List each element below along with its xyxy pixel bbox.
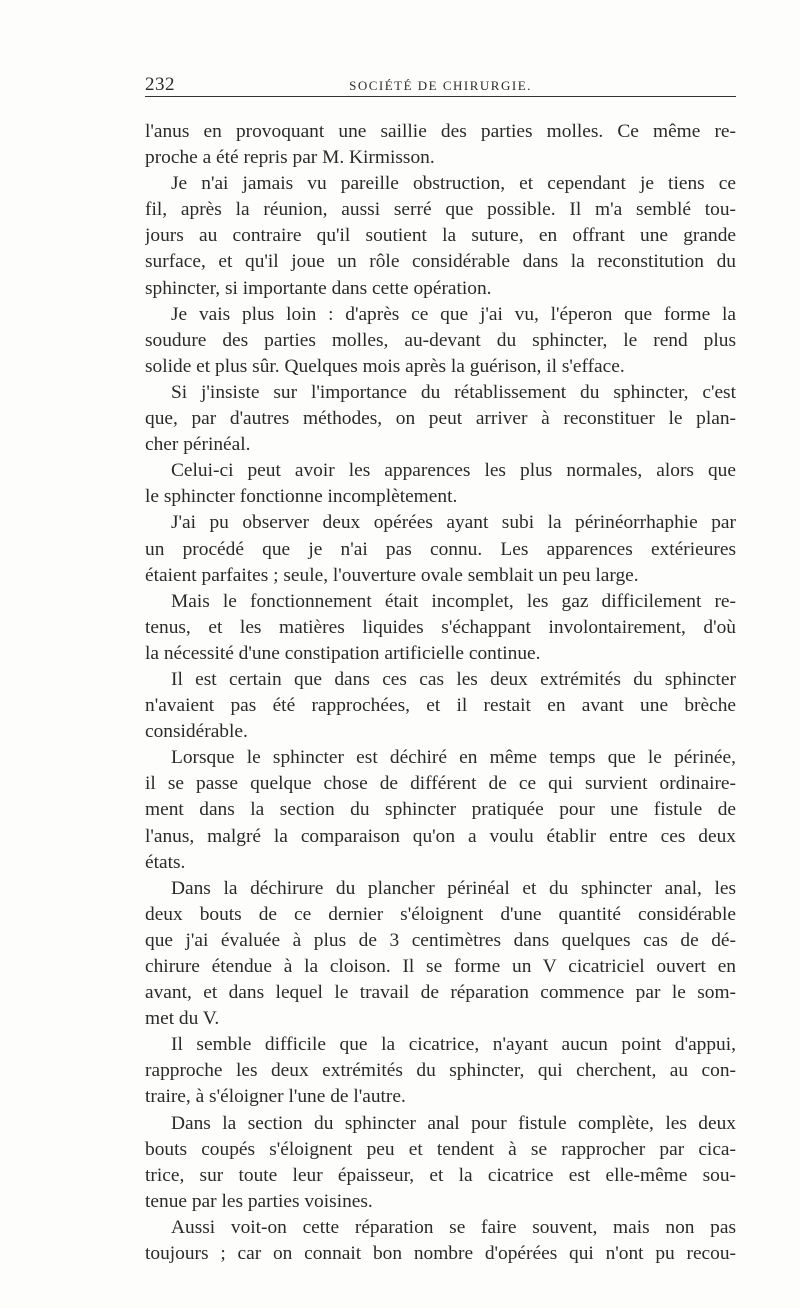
- text-line: toujours ; car on connait bon nombre d'opérées qui n'ont pu recou-: [145, 1243, 736, 1265]
- paragraph: [145, 119, 736, 171]
- paragraph: [145, 876, 736, 1033]
- text-line: le sphincter fonctionne incomplètement.: [145, 486, 458, 508]
- text-line: fil, après la réunion, aussi serré que possible. Il m'a semblé tou-: [145, 199, 736, 221]
- text-line: l'anus en provoquant une saillie des parties molles. Ce même re-: [145, 121, 736, 142]
- text-line: tenue par les parties voisines.: [145, 1190, 373, 1212]
- text-line: Aussi voit-on cette réparation se faire souvent, mais non pas: [171, 1216, 736, 1238]
- text-line: traire, à s'éloigner l'une de l'autre.: [145, 1086, 406, 1108]
- text-line: surface, et qu'il joue un rôle considérable dans la reconstitution du: [145, 251, 736, 273]
- text-line: la nécessité d'une constipation artificielle continue.: [145, 642, 541, 664]
- text-line: met du V.: [145, 1008, 220, 1030]
- text-line: il se passe quelque chose de différent de ce qui survient ordinaire-: [145, 773, 736, 795]
- text-line: Je n'ai jamais vu pareille obstruction, et cependant je tiens ce: [171, 173, 736, 195]
- paragraph: [145, 745, 736, 875]
- text-line: que, par d'autres méthodes, on peut arriver à reconstituer le plan-: [145, 408, 736, 430]
- text-line: ment dans la section du sphincter pratiquée pour une fistule de: [145, 799, 736, 821]
- text-line: Mais le fonctionnement était incomplet, les gaz difficilement re-: [171, 590, 736, 612]
- text-line: jours au contraire qu'il soutient la suture, en offrant une grande: [145, 225, 736, 247]
- text-line: Dans la section du sphincter anal pour fistule complète, les deux: [171, 1112, 736, 1134]
- paragraph: [145, 380, 736, 458]
- text-line: deux bouts de ce dernier s'éloignent d'une quantité considérable: [145, 903, 736, 925]
- paragraph: [145, 510, 736, 588]
- text-line: l'anus, malgré la comparaison qu'on a voulu établir entre ces deux: [145, 825, 736, 847]
- text-line: Celui-ci peut avoir les apparences les plus normales, alors que: [171, 460, 736, 482]
- text-line: étaient parfaites ; seule, l'ouverture ovale semblait un peu large.: [145, 564, 639, 586]
- text-line: tenus, et les matières liquides s'échappant involontairement, d'où: [145, 616, 736, 638]
- text-line: bouts coupés s'éloignent peu et tendent à se rapprocher par cica-: [145, 1138, 736, 1160]
- text-line: considérable.: [145, 721, 248, 743]
- book-page: [145, 70, 736, 1267]
- text-line: rapproche les deux extrémités du sphincter, qui cherchent, au con-: [145, 1060, 736, 1082]
- paragraph: [145, 302, 736, 380]
- text-line: Si j'insiste sur l'importance du rétablissement du sphincter, c'est: [171, 381, 736, 403]
- page-number: 232: [145, 74, 175, 95]
- text-line: n'avaient pas été rapprochées, et il restait en avant une brèche: [145, 695, 736, 717]
- page-header: [145, 70, 736, 97]
- text-line: un procédé que je n'ai pas connu. Les apparences extérieures: [145, 538, 736, 560]
- text-line: Il est certain que dans ces cas les deux extrémités du sphincter: [171, 668, 736, 690]
- text-line: soudure des parties molles, au-devant du sphincter, le rend plus: [145, 329, 736, 351]
- paragraph: [145, 1111, 736, 1215]
- text-line: Dans la déchirure du plancher périnéal et du sphincter anal, les: [171, 877, 736, 899]
- text-line: solide et plus sûr. Quelques mois après la guérison, il s'efface.: [145, 355, 625, 377]
- text-line: avant, et dans lequel le travail de réparation commence par le som-: [145, 982, 736, 1004]
- paragraph: [145, 458, 736, 510]
- paragraph: [145, 589, 736, 667]
- text-line: Je vais plus loin : d'après ce que j'ai vu, l'éperon que forme la: [171, 303, 736, 325]
- text-line: J'ai pu observer deux opérées ayant subi la périnéorrhaphie par: [171, 512, 736, 534]
- paragraph: [145, 1215, 736, 1267]
- running-head: SOCIÉTÉ DE CHIRURGIE.: [349, 78, 532, 93]
- paragraph: [145, 1032, 736, 1110]
- paragraph: [145, 667, 736, 745]
- text-line: que j'ai évaluée à plus de 3 centimètres dans quelques cas de dé-: [145, 929, 736, 951]
- body-text: [145, 119, 736, 1267]
- paragraph: [145, 171, 736, 301]
- text-line: Lorsque le sphincter est déchiré en même temps que le périnée,: [171, 747, 736, 769]
- text-line: trice, sur toute leur épaisseur, et la cicatrice est elle-même sou-: [145, 1164, 736, 1186]
- text-line: Il semble difficile que la cicatrice, n'ayant aucun point d'appui,: [171, 1034, 736, 1056]
- text-line: sphincter, si importante dans cette opération.: [145, 277, 492, 299]
- text-line: chirure étendue à la cloison. Il se forme un V cicatriciel ouvert en: [145, 956, 736, 977]
- text-line: cher périnéal.: [145, 434, 251, 456]
- text-line: proche a été repris par M. Kirmisson.: [145, 147, 435, 169]
- text-line: états.: [145, 851, 186, 873]
